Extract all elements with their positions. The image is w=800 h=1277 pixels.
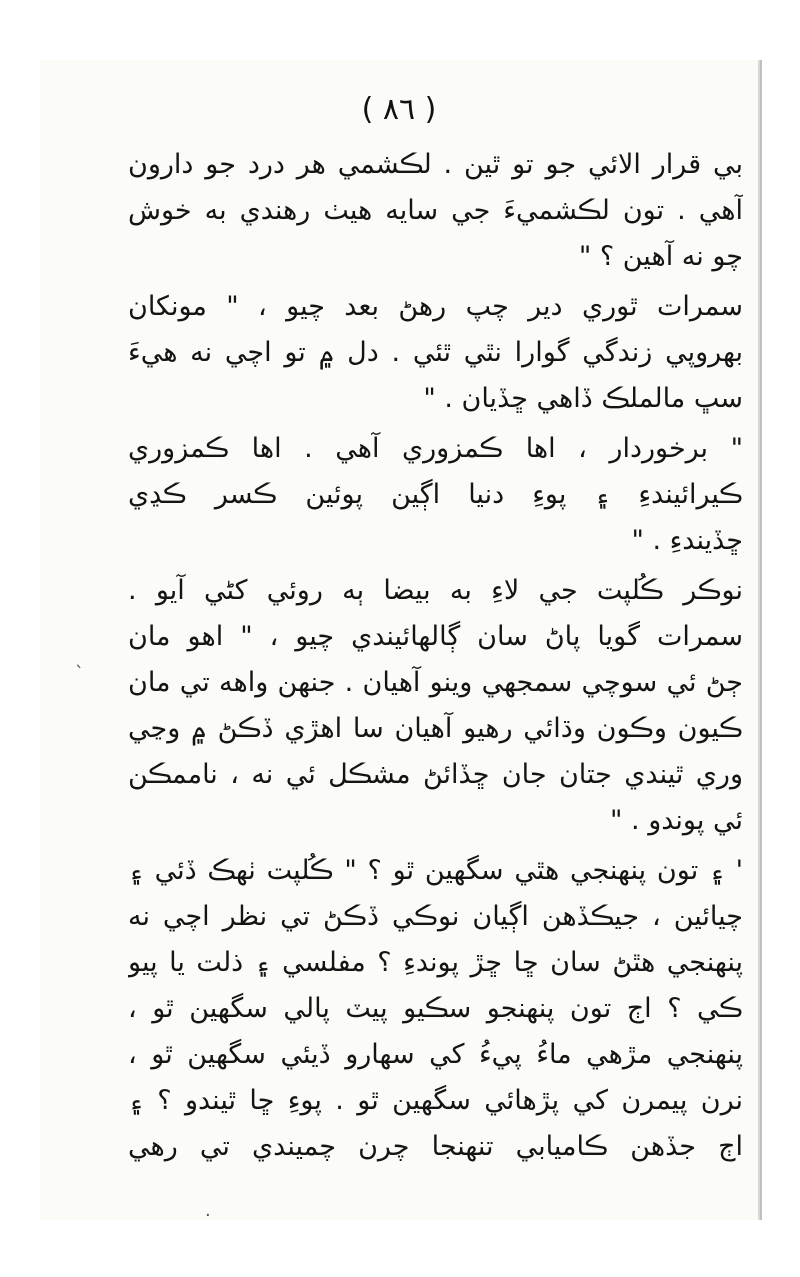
text-line: چيائين ، جيڪڏهن اڳيان نوڪي ڏڪڻ تي نظر اچي نه [128,901,743,932]
text-line: ئي پوندو . " [610,805,743,836]
page-edge-shadow [760,60,762,1220]
text-line: چو نه آهين ؟ " [578,241,743,272]
ink-speck: ˎ [75,648,84,669]
text-line: نرن پيمرن کي پڙهائي سگهين ٿو . پوءِ ڇا ٿيندو ؟ ۽ [128,1085,743,1116]
text-line: ڄڻ ئي سوچي سمجهي وينو آهيان . جنهن واهه تي مان [128,667,743,698]
text-line: نوڪر ڪُلپت جي لاءِ به بيضا ٻه روئي کڻي آيو . [128,575,743,606]
text-line: ڇڏيندءِ . " [631,525,743,556]
page-number: ( ٨٦ ) [361,92,437,127]
body-text [128,142,743,1170]
text-line: " برخوردار ، اها ڪمزوري آهي . اها ڪمزوري [128,433,743,464]
ink-speck: · [205,1205,211,1226]
text-line: سمرات ٿوري دير چپ رهڻ بعد چيو ، " مونکان [128,291,743,322]
text-line: ڪي ؟ اڄ تون پنهنجو سڪيو پيٽ پالي سگهين ٿو ، [128,993,743,1024]
text-line: سڀ مالملڪ ڏاهي ڇڏيان . " [423,383,743,414]
book-page [40,60,761,1226]
text-line: سمرات گويا پاڻ سان ڳالهائيندي چيو ، " اهو مان [128,621,743,652]
text-line: بهروپي زندگي گوارا نٿي ٿئي . دل ۾ تو اچي نه هيءَ [128,337,743,368]
text-line: آهي . تون لڪشميءَ جي سايه هيٺ رهندي به خوش [128,195,743,226]
text-line: پنهنجي هٿڻ سان ڇا ڇڙ پوندءِ ؟ مفلسي ۽ ذلت يا پيو [128,947,743,978]
text-line: اڄ جڏهن ڪاميابي تنهنجا چرن چميندي تي رهي [128,1131,743,1162]
text-line: وري ٿيندي جتان جان ڇڏائڻ مشڪل ئي نه ، ناممڪن [128,759,743,790]
text-line: ڪيون وڪون وڌائي رهيو آهيان سا اهڙي ڏڪڻ ۾ وڃي [128,713,743,744]
text-line: پنهنجي مڙهي ماءُ پيءُ کي سهارو ڏيئي سگهين ٿو ، [128,1039,743,1070]
text-line: بي قرار الائي جو تو ٿين . لڪشمي هر درد جو دارون [128,149,743,180]
text-line: ' ۽ تون پنهنجي هٿي سگهين ٿو ؟ " ڪُلپت ٺهڪ ڏئي ۽ [128,855,743,886]
text-line: ڪيرائيندءِ ۽ پوءِ دنيا اڳين پوئين ڪسر ڪڍي [128,479,743,510]
